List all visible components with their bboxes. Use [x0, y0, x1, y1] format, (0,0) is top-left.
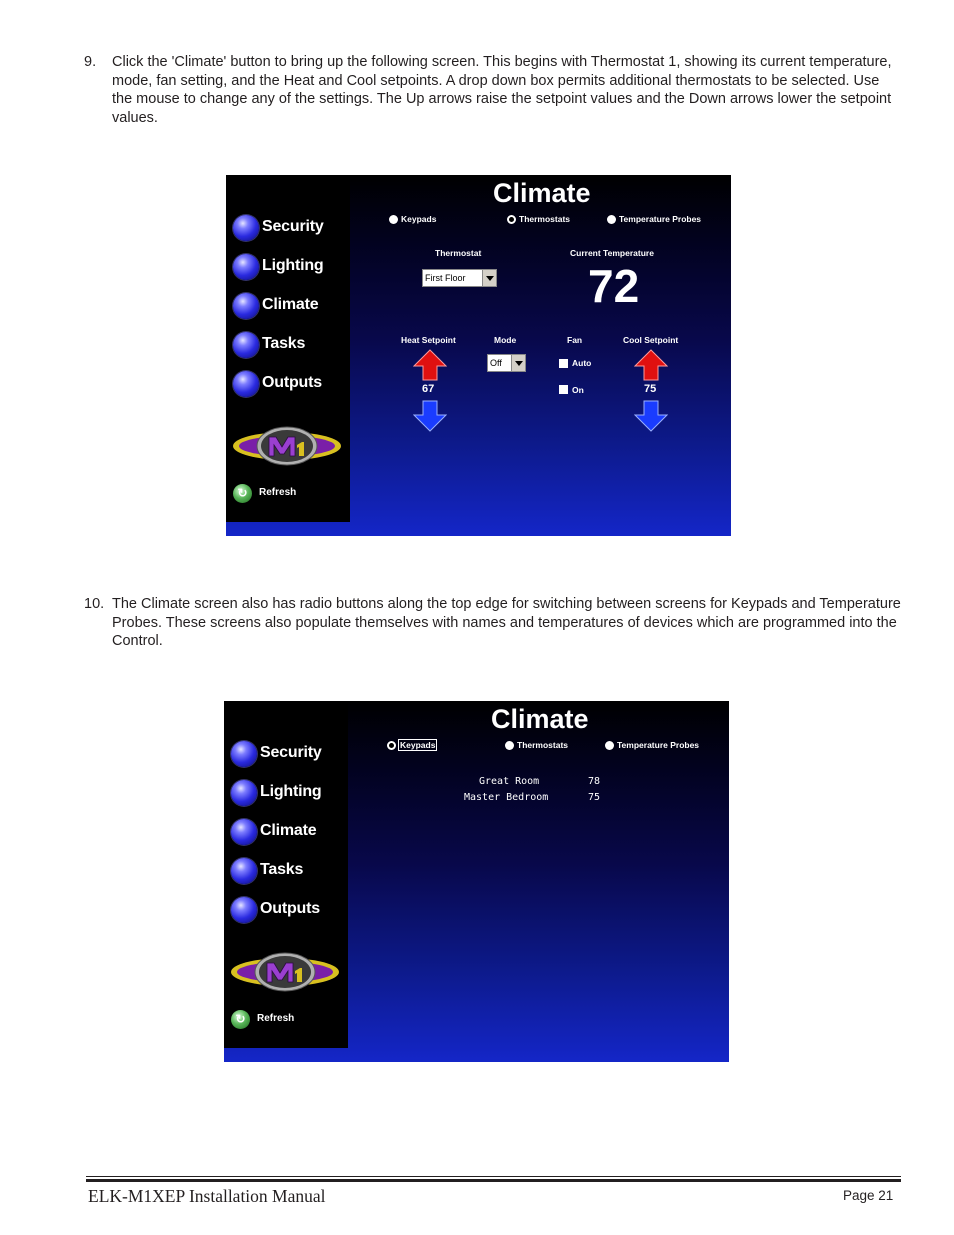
- refresh-label: Refresh: [259, 487, 297, 498]
- nav-security-button[interactable]: [233, 215, 348, 243]
- orb-icon: [231, 819, 257, 845]
- screen-title: Climate: [493, 178, 591, 208]
- sidebar: [224, 701, 348, 1048]
- radio-label: Thermostats: [519, 214, 571, 224]
- sidebar: [226, 175, 350, 522]
- step-text: Click the 'Climate' button to bring up the following screen. This begins with Thermostat 1, showing its current temperature, mode, fan setting, and the Heat and Cool setpoints. A drop down box permits additional thermostats to be selected. Use the mouse to change any of the settings. The Up arrows raise the setpoint values and the Down arrows lower the setpoint values.: [112, 54, 892, 127]
- orb-icon: [231, 780, 257, 806]
- nav-label: Tasks: [262, 335, 306, 352]
- orb-icon: [233, 215, 259, 241]
- nav-lighting-button[interactable]: [231, 780, 346, 808]
- cool-up-arrow-icon[interactable]: [634, 349, 668, 381]
- radio-dot: [389, 215, 398, 224]
- nav-label: Outputs: [262, 374, 322, 391]
- m1-logo: [230, 951, 340, 993]
- climate-thermostats-screenshot: [226, 175, 731, 536]
- refresh-button[interactable]: [233, 484, 333, 504]
- dropdown-value: First Floor: [425, 273, 466, 283]
- fan-auto-label: Auto: [572, 358, 592, 368]
- footer-rule: [86, 1176, 901, 1177]
- nav-tasks-button[interactable]: [231, 858, 346, 886]
- step-number: 10.: [84, 596, 105, 612]
- keypad-name: Great Room: [479, 776, 540, 787]
- radio-dot-selected: [387, 741, 396, 750]
- nav-climate-button[interactable]: [231, 819, 346, 847]
- radio-dot-selected: [507, 215, 516, 224]
- orb-icon: [233, 332, 259, 358]
- refresh-label: Refresh: [257, 1013, 295, 1024]
- cool-down-arrow-icon[interactable]: [634, 400, 668, 432]
- nav-label: Security: [260, 744, 322, 761]
- refresh-button[interactable]: [231, 1010, 331, 1030]
- radio-label: Thermostats: [517, 740, 569, 750]
- nav-label: Outputs: [260, 900, 320, 917]
- dropdown-value: Off: [490, 358, 502, 368]
- nav-tasks-button[interactable]: [233, 332, 348, 360]
- nav-label: Lighting: [260, 783, 322, 800]
- current-temperature-value: 72: [588, 260, 640, 312]
- screen-title: Climate: [491, 704, 589, 734]
- nav-label: Lighting: [262, 257, 324, 274]
- orb-icon: [231, 897, 257, 923]
- radio-dot: [505, 741, 514, 750]
- nav-security-button[interactable]: [231, 741, 346, 769]
- step-text: The Climate screen also has radio buttons along the top edge for switching between screens for Keypads and Temperature Probes. These screens also populate themselves with names and temperatures of devices which are programmed into the Control.: [112, 596, 901, 650]
- fan-on-label: On: [572, 385, 584, 395]
- orb-icon: [233, 371, 259, 397]
- heat-down-arrow-icon[interactable]: [413, 400, 447, 432]
- nav-label: Climate: [262, 296, 319, 313]
- page-number: Page 21: [843, 1188, 894, 1203]
- keypad-temp: 75: [588, 792, 601, 803]
- radio-label: Temperature Probes: [617, 740, 700, 750]
- nav-climate-button[interactable]: [233, 293, 348, 321]
- orb-icon: [231, 858, 257, 884]
- nav-label: Tasks: [260, 861, 304, 878]
- thermostat-dropdown[interactable]: [422, 269, 497, 287]
- step-number: 9.: [84, 54, 97, 70]
- mode-dropdown[interactable]: [487, 354, 526, 372]
- fan-label: Fan: [567, 335, 583, 345]
- nav-label: Climate: [260, 822, 317, 839]
- current-temperature-label: Current Temperature: [570, 248, 654, 258]
- orb-icon: [233, 254, 259, 280]
- manual-title: ELK-M1XEP Installation Manual: [88, 1186, 326, 1206]
- orb-icon: [233, 293, 259, 319]
- radio-dot: [605, 741, 614, 750]
- heat-setpoint-value: 67: [422, 383, 435, 395]
- heat-up-arrow-icon[interactable]: [413, 349, 447, 381]
- mode-label: Mode: [494, 335, 517, 345]
- chevron-down-icon[interactable]: [482, 270, 496, 286]
- refresh-icon: ↻: [233, 484, 252, 503]
- fan-auto-checkbox[interactable]: [559, 359, 568, 368]
- orb-icon: [231, 741, 257, 767]
- radio-label: Keypads: [401, 214, 437, 224]
- nav-outputs-button[interactable]: [231, 897, 346, 925]
- nav-label: Security: [262, 218, 324, 235]
- climate-keypads-screenshot: [224, 701, 729, 1062]
- radio-dot: [607, 215, 616, 224]
- keypad-temp: 78: [588, 776, 601, 787]
- cool-setpoint-label: Cool Setpoint: [623, 335, 679, 345]
- fan-on-checkbox[interactable]: [559, 385, 568, 394]
- m1-logo: [232, 425, 342, 467]
- radio-label: Temperature Probes: [619, 214, 702, 224]
- footer-rule-thick: [86, 1179, 901, 1182]
- cool-setpoint-value: 75: [644, 383, 657, 395]
- chevron-down-icon[interactable]: [511, 355, 525, 371]
- radio-label: Keypads: [400, 740, 436, 750]
- keypad-name: Master Bedroom: [464, 792, 549, 803]
- heat-setpoint-label: Heat Setpoint: [401, 335, 456, 345]
- thermostat-label: Thermostat: [435, 248, 482, 258]
- refresh-icon: ↻: [231, 1010, 250, 1029]
- nav-outputs-button[interactable]: [233, 371, 348, 399]
- nav-lighting-button[interactable]: [233, 254, 348, 282]
